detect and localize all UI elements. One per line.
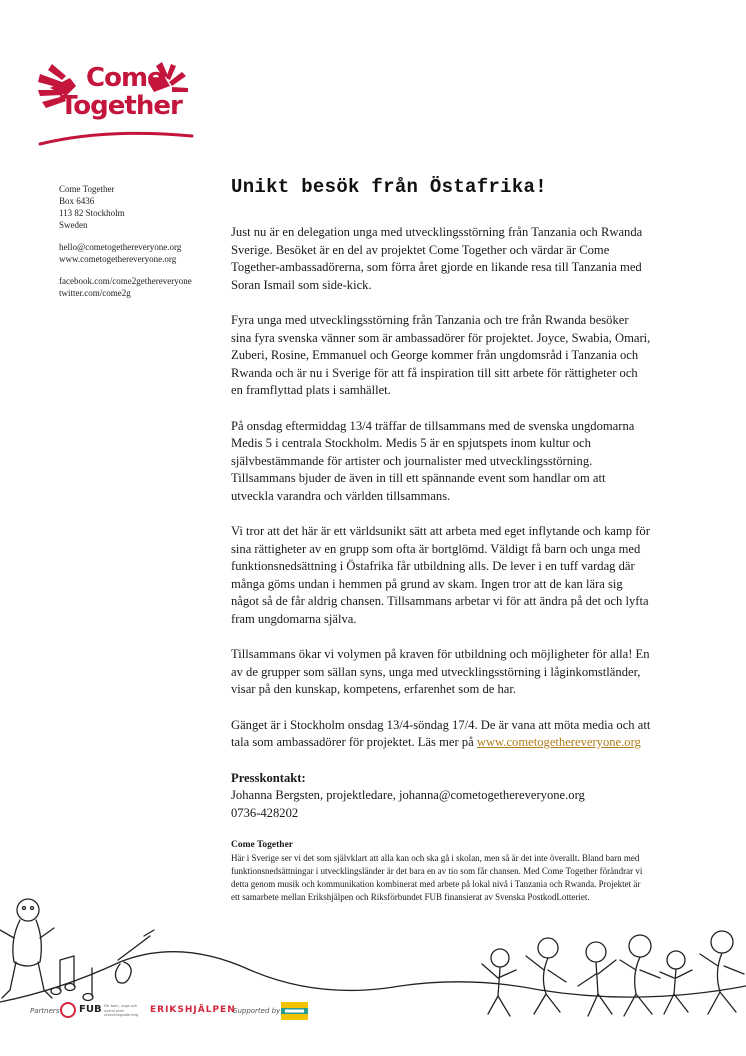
fub-circle-icon (60, 1002, 76, 1018)
twitter-link[interactable]: twitter.com/come2g (59, 288, 131, 298)
press-release (231, 176, 651, 904)
address-box: Box 6436 (59, 196, 95, 206)
partners-footer (30, 1002, 330, 1022)
paragraph: Fyra unga med utvecklingsstörning från Tanzania och tre från Rwanda besöker sina fyra svenska vänner som är ambassadörer för projektet. Joyce, Swabia, Omari, Zuberi, Rosine, Emmanuel och George kommer från ungdomsråd i Tanzania och Rwanda och är nu i Sverige för att få inspiration till sitt arbete för rättigheter och en framflyttad plats i samhället. (231, 313, 651, 397)
come-together-logo (36, 58, 196, 150)
erikshjalpen-logo: ERIKSHJÄLPEN (150, 1005, 236, 1015)
press-contact-line: Johanna Bergsten, projektledare, johanna@cometogethereveryone.org (231, 788, 585, 802)
paragraph: Vi tror att det här är ett världsunikt sätt att arbeta med eget inflytande och kamp för sina rättigheter av en grupp som ofta är bortglömd. Väldigt få barn och unga med funktionsnedsättning i Östafrika får utbildning alls. De lever i en tuff vardag där många göms undan i hemmen på grund av skam. Ingen tror att de kan lära sig något så de får aldrig chansen. Tillsammans arbetar vi för att ändra på det och lyfta fram ungdomarna själva. (231, 524, 650, 626)
paragraph: Tillsammans ökar vi volymen på kraven för utbildning och möjligheter för alla! En av de grupper som sällan syns, unga med utvecklingsstörning i låginkomstländer, visar på den kunskap, kompetens, erfarenhet som de har. (231, 647, 650, 696)
about-heading: Come Together (231, 840, 294, 850)
contact-sidebar (59, 183, 209, 309)
press-phone: 0736-428202 (231, 805, 299, 820)
address-country: Sweden (59, 220, 88, 230)
email-link[interactable]: hello@cometogethereveryone.org (59, 242, 182, 252)
logo-line2: Together (60, 91, 182, 121)
paragraph: Just nu är en delegation unga med utvecklingsstörning från Tanzania och Rwanda Sverige. Besöket är en del av projektet Come Together och värdar är Come Together-ambassadörerna, som förra året gjorde en likande resa till Tanzania med Soran Ismail som side-kick. (231, 225, 643, 292)
website-link[interactable]: www.cometogethereveryone.org (59, 254, 177, 264)
press-heading: Presskontakt: (231, 770, 306, 785)
org-name: Come Together (59, 184, 115, 194)
about-text: Här i Sverige ser vi det som självklart att alla kan och ska gå i skolan, men så är det inte överallt. Bland barn med funktionsnedsättningar i utvecklingsländer är det bara en av tio som får chansen. Med Come Together förändrar vi detta genom musik och kommunikation kombinerat med arbete på lokal nivå i Tanzania och Rwanda. Projektet är ett samarbete mellan Erikshjälpen och Riksförbundet FUB finansierat av Svenska PostkodLotteriet. (231, 853, 643, 902)
article-title: Unikt besök från Östafrika! (231, 176, 547, 198)
paragraph: På onsdag eftermiddag 13/4 träffar de tillsammans med de svenska ungdomarna Medis 5 i centrala Stockholm. Medis 5 är en spjutspets inom kultur och självbestämmande för artister och journalister med utvecklingsstörning. Tillsammans bjuder de även in till ett spännande event som handlar om att utveckla varandra och världen tillsammans. (231, 418, 635, 503)
fub-logo-text: FUB (79, 1004, 102, 1015)
logo-line1: Come (86, 63, 164, 93)
partners-label: Partners (30, 1007, 60, 1015)
website-link-main[interactable]: www.cometogethereveryone.org (476, 735, 641, 749)
supported-label: Supported by (233, 1007, 281, 1015)
address-postal: 113 82 Stockholm (59, 208, 125, 218)
postkodlotteriet-logo (281, 1002, 308, 1020)
paragraph-final (231, 717, 651, 752)
final-text: Gänget är i Stockholm onsdag 13/4-söndag 17/4. De är vana att möta media och att tala som ambassadörer för projektet. Läs mer på (231, 717, 651, 749)
press-contact (231, 770, 651, 823)
doodle-figures-icon (0, 890, 746, 1056)
logo-wordmark (60, 63, 182, 121)
fub-tagline: För barn, unga och vuxna med utvecklingsstörning (104, 1004, 139, 1017)
facebook-link[interactable]: facebook.com/come2gethereveryone (59, 276, 192, 286)
